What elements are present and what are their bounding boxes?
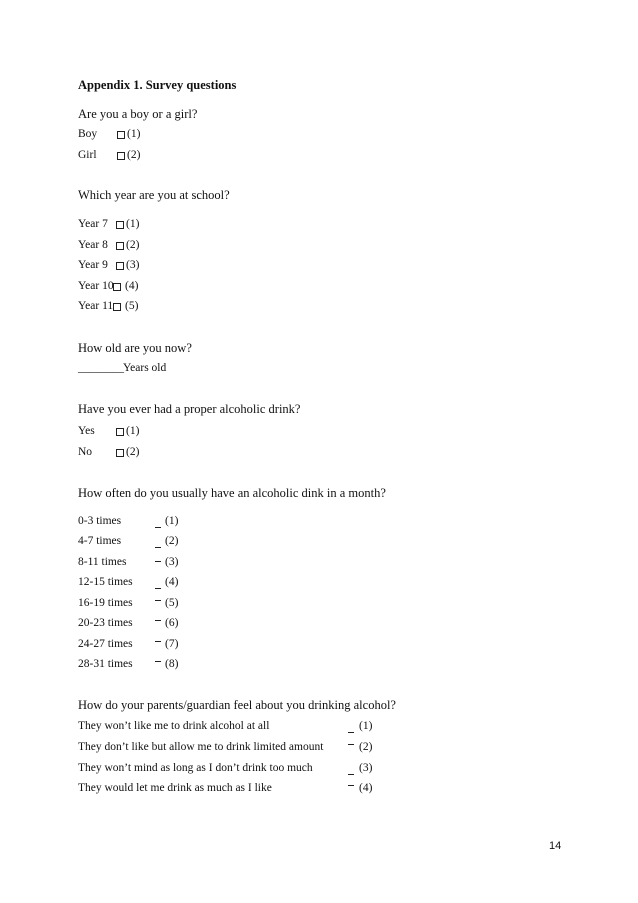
question-school-year: Which year are you at school? (78, 188, 230, 202)
checkbox[interactable] (155, 620, 161, 621)
option-code: (5) (165, 597, 179, 609)
option-label: No (78, 446, 93, 458)
option-code: (4) (125, 280, 139, 292)
option-label: They would let me drink as much as I like (78, 782, 272, 794)
checkbox[interactable] (348, 785, 354, 786)
option-label: Yes (78, 425, 95, 437)
checkbox[interactable] (116, 242, 124, 250)
question-age: How old are you now? (78, 341, 192, 355)
checkbox[interactable] (117, 152, 125, 160)
age-blank[interactable]: ________ (78, 362, 124, 374)
option-code: (6) (165, 617, 179, 629)
question-parent-attitude: How do your parents/guardian feel about you drinking alcohol? (78, 698, 396, 712)
question-drink-frequency: How often do you usually have an alcoholic dink in a month? (78, 486, 386, 500)
checkbox[interactable] (348, 744, 354, 745)
option-label: 24-27 times (78, 638, 133, 650)
option-label: 0-3 times (78, 515, 122, 527)
option-label: They don’t like but allow me to drink limited amount (78, 741, 324, 753)
checkbox[interactable] (116, 221, 124, 229)
checkbox[interactable] (155, 547, 161, 548)
checkbox[interactable] (116, 428, 124, 436)
age-suffix: Years old (123, 362, 167, 374)
checkbox[interactable] (155, 600, 161, 601)
option-label: 28-31 times (78, 658, 133, 670)
checkbox[interactable] (116, 449, 124, 457)
option-code: (2) (165, 535, 179, 547)
option-label: They won’t like me to drink alcohol at all (78, 720, 270, 732)
option-code: (8) (165, 658, 179, 670)
checkbox[interactable] (155, 561, 161, 562)
option-code: (1) (126, 425, 140, 437)
option-label: 4-7 times (78, 535, 122, 547)
checkbox[interactable] (116, 262, 124, 270)
option-label: Girl (78, 149, 97, 161)
option-label: Year 10 (78, 280, 114, 292)
option-label: 12-15 times (78, 576, 133, 588)
checkbox[interactable] (117, 131, 125, 139)
option-code: (1) (359, 720, 373, 732)
checkbox[interactable] (155, 588, 161, 589)
option-label: Year 9 (78, 259, 108, 271)
option-label: 20-23 times (78, 617, 133, 629)
option-label: 16-19 times (78, 597, 133, 609)
page-title: Appendix 1. Survey questions (78, 78, 237, 92)
option-code: (4) (359, 782, 373, 794)
checkbox[interactable] (113, 303, 121, 311)
option-code: (3) (126, 259, 140, 271)
option-code: (1) (127, 128, 141, 140)
option-label: They won’t mind as long as I don’t drink too much (78, 762, 313, 774)
option-code: (5) (125, 300, 139, 312)
checkbox[interactable] (155, 641, 161, 642)
option-code: (1) (126, 218, 140, 230)
option-code: (2) (127, 149, 141, 161)
question-alcohol-ever: Have you ever had a proper alcoholic drink? (78, 402, 301, 416)
option-label: Year 7 (78, 218, 108, 230)
option-code: (2) (359, 741, 373, 753)
checkbox[interactable] (348, 732, 354, 733)
checkbox[interactable] (155, 661, 161, 662)
page-number: 14 (549, 840, 562, 852)
option-code: (1) (165, 515, 179, 527)
option-label: Boy (78, 128, 98, 140)
option-code: (3) (359, 762, 373, 774)
option-code: (7) (165, 638, 179, 650)
option-label: Year 11 (78, 300, 114, 312)
question-gender: Are you a boy or a girl? (78, 107, 198, 121)
option-code: (4) (165, 576, 179, 588)
option-code: (2) (126, 446, 140, 458)
option-code: (3) (165, 556, 179, 568)
checkbox[interactable] (113, 283, 121, 291)
option-code: (2) (126, 239, 140, 251)
checkbox[interactable] (155, 527, 161, 528)
checkbox[interactable] (348, 774, 354, 775)
option-label: Year 8 (78, 239, 108, 251)
option-label: 8-11 times (78, 556, 127, 568)
